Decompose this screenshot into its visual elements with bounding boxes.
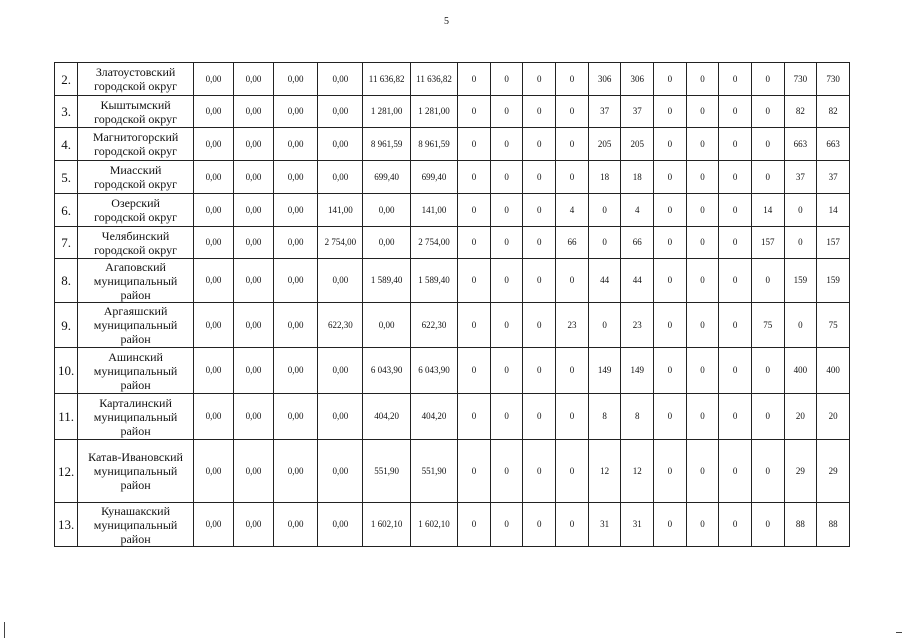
- value-cell: 4: [556, 194, 589, 227]
- value-cell: 18: [588, 161, 621, 194]
- value-cell: 699,40: [363, 161, 410, 194]
- value-cell: 1 281,00: [410, 96, 457, 128]
- value-cell: 0: [556, 96, 589, 128]
- value-cell: 0: [490, 96, 523, 128]
- value-cell: 0: [523, 303, 556, 348]
- value-cell: 0: [490, 63, 523, 96]
- value-cell: 0: [588, 303, 621, 348]
- value-cell: 82: [784, 96, 817, 128]
- value-cell: 0,00: [318, 440, 363, 503]
- value-cell: 0,00: [273, 227, 317, 259]
- value-cell: 12: [621, 440, 654, 503]
- value-cell: 0,00: [193, 348, 233, 394]
- table-row: [55, 303, 850, 348]
- value-cell: 0,00: [273, 440, 317, 503]
- value-cell: 159: [817, 259, 850, 303]
- value-cell: 157: [751, 227, 784, 259]
- value-cell: 0: [686, 440, 719, 503]
- value-cell: 66: [621, 227, 654, 259]
- value-cell: 157: [817, 227, 850, 259]
- value-cell: 0,00: [193, 259, 233, 303]
- municipality-name-line: Ашинский: [108, 349, 163, 364]
- municipality-name-line: район: [120, 287, 151, 302]
- value-cell: 0: [556, 348, 589, 394]
- municipality-name: [78, 63, 194, 96]
- municipality-name-line: Озерский: [111, 196, 160, 210]
- value-cell: 0: [751, 440, 784, 503]
- value-cell: 0,00: [233, 63, 273, 96]
- value-cell: 0: [458, 194, 491, 227]
- value-cell: 0: [654, 194, 687, 227]
- value-cell: 1 589,40: [363, 259, 410, 303]
- value-cell: 0,00: [233, 161, 273, 194]
- value-cell: 0: [458, 503, 491, 547]
- value-cell: 37: [621, 96, 654, 128]
- value-cell: 0: [458, 63, 491, 96]
- row-number: 4.: [55, 128, 78, 161]
- municipality-name: [78, 96, 194, 128]
- value-cell: 0,00: [233, 503, 273, 547]
- value-cell: 0,00: [273, 259, 317, 303]
- value-cell: 0,00: [318, 503, 363, 547]
- value-cell: 205: [588, 128, 621, 161]
- value-cell: 29: [817, 440, 850, 503]
- municipality-name-line: муниципальный: [93, 517, 178, 532]
- table-row: [55, 259, 850, 303]
- municipality-name-line: район: [120, 531, 151, 546]
- value-cell: 12: [588, 440, 621, 503]
- table-row: [55, 161, 850, 194]
- value-cell: 0: [458, 348, 491, 394]
- value-cell: 44: [588, 259, 621, 303]
- value-cell: 14: [817, 194, 850, 227]
- value-cell: 0,00: [273, 503, 317, 547]
- municipality-name-line: городской округ: [94, 242, 178, 257]
- value-cell: 0: [490, 227, 523, 259]
- value-cell: 44: [621, 259, 654, 303]
- municipality-name-line: муниципальный: [93, 318, 178, 332]
- value-cell: 8 961,59: [410, 128, 457, 161]
- value-cell: 14: [751, 194, 784, 227]
- value-cell: 0: [588, 194, 621, 227]
- municipality-name: [78, 161, 194, 194]
- row-number: 7.: [55, 227, 78, 259]
- municipality-name-line: район: [120, 478, 151, 492]
- municipality-name-line: Кыштымский: [100, 97, 171, 112]
- value-cell: 0: [654, 259, 687, 303]
- value-cell: 66: [556, 227, 589, 259]
- municipality-name-line: Миасский: [109, 163, 162, 177]
- value-cell: 8: [588, 394, 621, 440]
- value-cell: 0: [686, 63, 719, 96]
- value-cell: 0,00: [233, 259, 273, 303]
- row-number: 11.: [55, 394, 78, 440]
- municipality-name: [78, 303, 194, 348]
- value-cell: 88: [784, 503, 817, 547]
- value-cell: 0: [654, 96, 687, 128]
- value-cell: 0: [719, 227, 752, 259]
- value-cell: 0: [523, 348, 556, 394]
- value-cell: 0,00: [233, 194, 273, 227]
- value-cell: 0: [556, 161, 589, 194]
- value-cell: 29: [784, 440, 817, 503]
- value-cell: 0: [751, 259, 784, 303]
- value-cell: 0: [719, 348, 752, 394]
- municipality-name-line: Челябинский: [101, 228, 170, 243]
- value-cell: 8: [621, 394, 654, 440]
- value-cell: 4: [621, 194, 654, 227]
- value-cell: 0,00: [193, 303, 233, 348]
- value-cell: 0,00: [233, 303, 273, 348]
- value-cell: 0,00: [193, 161, 233, 194]
- table-row: [55, 63, 850, 96]
- value-cell: 0,00: [318, 161, 363, 194]
- value-cell: 0: [523, 161, 556, 194]
- table-row: [55, 503, 850, 547]
- value-cell: 0,00: [193, 96, 233, 128]
- municipality-name-line: городской округ: [94, 111, 178, 126]
- value-cell: 2 754,00: [318, 227, 363, 259]
- value-cell: 37: [784, 161, 817, 194]
- value-cell: 400: [817, 348, 850, 394]
- value-cell: 0,00: [273, 128, 317, 161]
- value-cell: 0: [556, 394, 589, 440]
- value-cell: 75: [751, 303, 784, 348]
- value-cell: 551,90: [363, 440, 410, 503]
- municipality-name-line: муниципальный: [93, 464, 178, 478]
- value-cell: 404,20: [410, 394, 457, 440]
- value-cell: 0: [654, 128, 687, 161]
- value-cell: 0,00: [193, 503, 233, 547]
- municipality-name-line: Карталинский: [99, 395, 172, 410]
- value-cell: 0,00: [233, 440, 273, 503]
- value-cell: 0: [654, 161, 687, 194]
- value-cell: 149: [588, 348, 621, 394]
- value-cell: 0: [556, 63, 589, 96]
- value-cell: 0: [490, 394, 523, 440]
- value-cell: 0: [523, 63, 556, 96]
- municipality-name-line: Аргаяшский: [103, 304, 168, 318]
- value-cell: 0,00: [233, 227, 273, 259]
- value-cell: 0,00: [318, 348, 363, 394]
- value-cell: 0: [523, 440, 556, 503]
- municipality-name: [78, 194, 194, 227]
- value-cell: 0: [490, 161, 523, 194]
- row-number: 6.: [55, 194, 78, 227]
- municipality-name-line: муниципальный: [93, 363, 178, 378]
- municipality-name-line: район: [120, 423, 151, 438]
- value-cell: 75: [817, 303, 850, 348]
- row-number: 13.: [55, 503, 78, 547]
- municipality-name-line: Агаповский: [105, 259, 166, 274]
- municipality-name: [78, 503, 194, 547]
- value-cell: 37: [817, 161, 850, 194]
- municipality-name-line: Катав-Ивановский: [88, 450, 183, 464]
- data-table: [54, 62, 850, 547]
- value-cell: 0: [458, 161, 491, 194]
- value-cell: 1 589,40: [410, 259, 457, 303]
- value-cell: 0,00: [193, 128, 233, 161]
- value-cell: 0: [523, 96, 556, 128]
- value-cell: 0: [751, 63, 784, 96]
- value-cell: 0: [523, 259, 556, 303]
- value-cell: 0: [490, 194, 523, 227]
- value-cell: 730: [784, 63, 817, 96]
- value-cell: 0,00: [233, 348, 273, 394]
- value-cell: 0: [686, 503, 719, 547]
- value-cell: 0: [654, 394, 687, 440]
- municipality-name-line: муниципальный: [93, 409, 178, 424]
- value-cell: 0: [588, 227, 621, 259]
- value-cell: 0: [556, 440, 589, 503]
- value-cell: 0,00: [318, 63, 363, 96]
- value-cell: 20: [784, 394, 817, 440]
- municipality-name: [78, 394, 194, 440]
- row-number: 2.: [55, 63, 78, 96]
- value-cell: 0: [686, 348, 719, 394]
- value-cell: 1 281,00: [363, 96, 410, 128]
- value-cell: 0: [719, 303, 752, 348]
- value-cell: 0: [654, 503, 687, 547]
- table-row: [55, 128, 850, 161]
- value-cell: 0: [751, 348, 784, 394]
- value-cell: 0: [523, 194, 556, 227]
- value-cell: 0: [751, 161, 784, 194]
- value-cell: 88: [817, 503, 850, 547]
- value-cell: 37: [588, 96, 621, 128]
- table-row: [55, 227, 850, 259]
- value-cell: 23: [556, 303, 589, 348]
- value-cell: 0: [686, 96, 719, 128]
- value-cell: 0: [784, 303, 817, 348]
- value-cell: 23: [621, 303, 654, 348]
- value-cell: 0: [719, 394, 752, 440]
- value-cell: 0: [686, 227, 719, 259]
- page-number: 5: [444, 16, 449, 27]
- value-cell: 0: [654, 303, 687, 348]
- value-cell: 0,00: [193, 194, 233, 227]
- value-cell: 11 636,82: [410, 63, 457, 96]
- value-cell: 0,00: [233, 128, 273, 161]
- value-cell: 0,00: [233, 96, 273, 128]
- value-cell: 0,00: [273, 161, 317, 194]
- municipality-name: [78, 440, 194, 503]
- row-number: 5.: [55, 161, 78, 194]
- value-cell: 0,00: [193, 394, 233, 440]
- value-cell: 0,00: [363, 303, 410, 348]
- value-cell: 0: [490, 440, 523, 503]
- value-cell: 0: [686, 194, 719, 227]
- value-cell: 2 754,00: [410, 227, 457, 259]
- value-cell: 0: [719, 63, 752, 96]
- value-cell: 0,00: [318, 394, 363, 440]
- value-cell: 0: [686, 303, 719, 348]
- value-cell: 0: [654, 227, 687, 259]
- value-cell: 400: [784, 348, 817, 394]
- value-cell: 0: [523, 503, 556, 547]
- value-cell: 0: [719, 503, 752, 547]
- value-cell: 663: [817, 128, 850, 161]
- value-cell: 622,30: [410, 303, 457, 348]
- value-cell: 0: [458, 227, 491, 259]
- value-cell: 0: [751, 503, 784, 547]
- value-cell: 0,00: [318, 96, 363, 128]
- row-number: 8.: [55, 259, 78, 303]
- value-cell: 0: [458, 440, 491, 503]
- value-cell: 0: [751, 96, 784, 128]
- row-number: 12.: [55, 440, 78, 503]
- value-cell: 0: [751, 394, 784, 440]
- value-cell: 0,00: [273, 96, 317, 128]
- value-cell: 0: [458, 394, 491, 440]
- value-cell: 31: [621, 503, 654, 547]
- municipality-name: [78, 348, 194, 394]
- value-cell: 0,00: [273, 394, 317, 440]
- value-cell: 0: [556, 503, 589, 547]
- value-cell: 82: [817, 96, 850, 128]
- value-cell: 6 043,90: [410, 348, 457, 394]
- value-cell: 730: [817, 63, 850, 96]
- value-cell: 141,00: [410, 194, 457, 227]
- value-cell: 0,00: [193, 63, 233, 96]
- value-cell: 0,00: [193, 440, 233, 503]
- value-cell: 0: [458, 96, 491, 128]
- value-cell: 0: [490, 128, 523, 161]
- value-cell: 0,00: [233, 394, 273, 440]
- table-row: [55, 194, 850, 227]
- row-number: 10.: [55, 348, 78, 394]
- value-cell: 0: [490, 503, 523, 547]
- value-cell: 551,90: [410, 440, 457, 503]
- row-number: 9.: [55, 303, 78, 348]
- value-cell: 0: [523, 128, 556, 161]
- value-cell: 306: [588, 63, 621, 96]
- value-cell: 0,00: [273, 194, 317, 227]
- municipality-name: [78, 128, 194, 161]
- value-cell: 0: [523, 394, 556, 440]
- value-cell: 8 961,59: [363, 128, 410, 161]
- municipality-name-line: городской округ: [94, 210, 178, 224]
- value-cell: 306: [621, 63, 654, 96]
- value-cell: 18: [621, 161, 654, 194]
- value-cell: 20: [817, 394, 850, 440]
- value-cell: 0: [686, 161, 719, 194]
- value-cell: 6 043,90: [363, 348, 410, 394]
- municipality-name-line: Магнитогорский: [92, 130, 179, 144]
- value-cell: 141,00: [318, 194, 363, 227]
- value-cell: 1 602,10: [363, 503, 410, 547]
- value-cell: 0: [719, 259, 752, 303]
- row-number: 3.: [55, 96, 78, 128]
- value-cell: 0: [490, 348, 523, 394]
- value-cell: 0,00: [363, 227, 410, 259]
- value-cell: 0: [719, 194, 752, 227]
- municipality-name-line: район: [120, 332, 151, 346]
- value-cell: 0: [556, 128, 589, 161]
- value-cell: 0: [458, 128, 491, 161]
- value-cell: 0: [523, 227, 556, 259]
- value-cell: 699,40: [410, 161, 457, 194]
- value-cell: 149: [621, 348, 654, 394]
- value-cell: 0: [654, 63, 687, 96]
- value-cell: 0: [556, 259, 589, 303]
- value-cell: 0: [719, 96, 752, 128]
- value-cell: 622,30: [318, 303, 363, 348]
- value-cell: 0: [458, 259, 491, 303]
- table-row: [55, 96, 850, 128]
- municipality-name-line: городской округ: [94, 177, 178, 191]
- margin-mark-right: [896, 632, 902, 633]
- value-cell: 0: [654, 440, 687, 503]
- table-row: [55, 440, 850, 503]
- municipality-name-line: Кунашакский: [101, 503, 171, 518]
- value-cell: 1 602,10: [410, 503, 457, 547]
- value-cell: 663: [784, 128, 817, 161]
- value-cell: 0: [458, 303, 491, 348]
- value-cell: 0,00: [318, 259, 363, 303]
- value-cell: 0: [686, 394, 719, 440]
- value-cell: 0: [719, 128, 752, 161]
- value-cell: 404,20: [363, 394, 410, 440]
- value-cell: 0: [751, 128, 784, 161]
- table-row: [55, 348, 850, 394]
- municipality-name: [78, 227, 194, 259]
- value-cell: 0,00: [363, 194, 410, 227]
- value-cell: 0,00: [273, 63, 317, 96]
- municipality-name-line: район: [120, 377, 151, 392]
- value-cell: 0,00: [193, 227, 233, 259]
- value-cell: 0: [686, 259, 719, 303]
- municipality-name-line: Златоустовский: [95, 65, 176, 79]
- value-cell: 0,00: [273, 303, 317, 348]
- value-cell: 0: [719, 161, 752, 194]
- table-row: [55, 394, 850, 440]
- value-cell: 31: [588, 503, 621, 547]
- value-cell: 11 636,82: [363, 63, 410, 96]
- value-cell: 0: [719, 440, 752, 503]
- municipality-name: [78, 259, 194, 303]
- value-cell: 0: [654, 348, 687, 394]
- value-cell: 159: [784, 259, 817, 303]
- margin-mark-left: [4, 622, 5, 638]
- value-cell: 0: [784, 227, 817, 259]
- value-cell: 0,00: [318, 128, 363, 161]
- value-cell: 0: [784, 194, 817, 227]
- value-cell: 0: [490, 259, 523, 303]
- value-cell: 0: [686, 128, 719, 161]
- value-cell: 205: [621, 128, 654, 161]
- municipality-name-line: городской округ: [94, 144, 178, 158]
- value-cell: 0: [490, 303, 523, 348]
- municipality-name-line: муниципальный: [93, 273, 178, 288]
- municipality-name-line: городской округ: [94, 79, 178, 93]
- value-cell: 0,00: [273, 348, 317, 394]
